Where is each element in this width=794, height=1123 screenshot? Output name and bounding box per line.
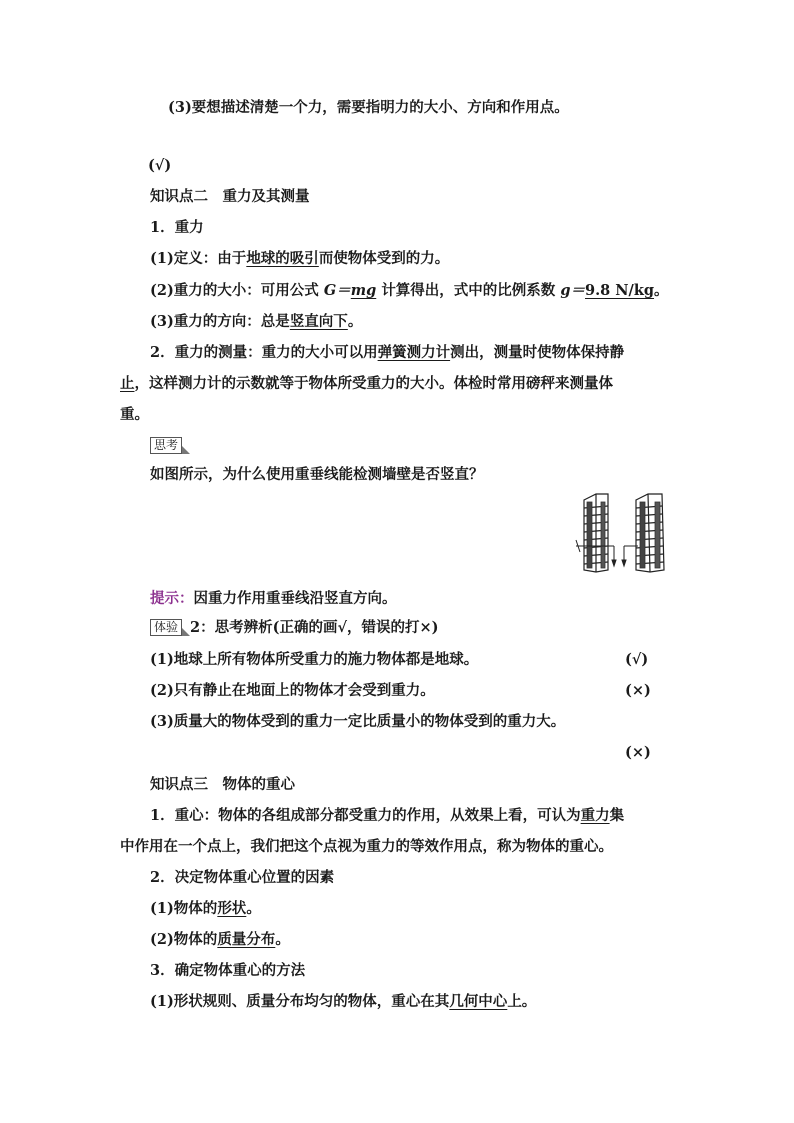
fill-blank: 9.8 N/kg: [585, 282, 655, 299]
think-question: 如图所示，为什么使用重垂线能检测墙壁是否竖直？: [150, 466, 484, 483]
hint-line: [150, 589, 397, 609]
exp-item-2: (2)只有静止在地面上的物体才会受到重力。: [150, 682, 435, 699]
text: (1)定义：由于: [150, 250, 247, 267]
text: (1)物体的: [150, 900, 218, 917]
exp-item-2-mark: (×): [625, 682, 651, 699]
text: (2)重力的大小：可用公式: [150, 282, 319, 299]
method-heading: 3．确定物体重心的方法: [150, 962, 306, 979]
fill-blank: mg: [350, 282, 377, 299]
text: 计算得出，式中的比例系数: [381, 282, 556, 299]
plumb-line-wall-illustration: [574, 490, 678, 574]
formula: g＝: [560, 282, 586, 299]
exp-item-1: (1)地球上所有物体所受重力的施力物体都是地球。: [150, 651, 479, 668]
text: 1．重心：物体的各组成部分都受重力的作用，从效果上看，可认为: [150, 807, 581, 824]
fill-blank: 质量分布: [217, 931, 276, 948]
text: 。: [347, 313, 363, 330]
text: 。: [275, 931, 290, 948]
think-tag-label: 思考: [150, 437, 182, 454]
section-title-kp3: 知识点三 物体的重心: [150, 776, 295, 793]
answer-mark: (√): [148, 157, 172, 174]
exp-item-1-mark: (√): [625, 651, 649, 668]
fill-blank: 重力: [580, 807, 610, 824]
formula: G＝: [323, 282, 351, 299]
text: 2．重力的测量：重力的大小可以用: [150, 344, 378, 361]
center-gravity-line-1: [150, 806, 624, 826]
statement-3: (3)要想描述清楚一个力，需要指明力的大小、方向和作用点。: [168, 99, 569, 116]
measurement-line-1: [150, 343, 624, 363]
measurement-line-2: [120, 374, 613, 394]
hint-text: 因重力作用重垂线沿竖直方向。: [193, 590, 397, 607]
fill-blank: 止: [120, 375, 135, 392]
text: (3)重力的方向：总是: [150, 313, 290, 330]
factors-heading: 2．决定物体重心位置的因素: [150, 869, 335, 886]
gravity-heading: 1．重力: [150, 219, 204, 236]
exp-item-3: (3)质量大的物体受到的重力一定比质量小的物体受到的重力大。: [150, 713, 566, 730]
measurement-line-3: 重。: [120, 406, 149, 423]
experience-title: 2：思考辨析(正确的画√，错误的打×): [190, 619, 439, 636]
think-tag: [150, 436, 184, 456]
section-title-kp2: 知识点二 重力及其测量: [150, 188, 310, 205]
text: (2)物体的: [150, 931, 218, 948]
direction-line: [150, 312, 362, 332]
text: 上。: [507, 993, 537, 1010]
hint-label: 提示：: [150, 590, 194, 607]
definition-line: [150, 249, 449, 269]
experience-tag: 体验: [150, 619, 182, 636]
text: 测出，测量时使物体保持静: [450, 344, 625, 361]
text: 而使物体受到的力。: [318, 250, 450, 267]
method-1: [150, 992, 536, 1012]
fill-blank: 地球的吸引: [246, 250, 319, 267]
factor-1: [150, 899, 261, 919]
experience-line: [150, 618, 439, 638]
text: 集: [609, 807, 625, 824]
text: ，这样测力计的示数就等于物体所受重力的大小。体检时常用磅秤来测量体: [134, 375, 613, 392]
magnitude-line: [150, 281, 669, 301]
center-gravity-line-2: 中作用在一个点上，我们把这个点视为重力的等效作用点，称为物体的重心。: [120, 838, 613, 855]
text: (1)形状规则、质量分布均匀的物体，重心在其: [150, 993, 450, 1010]
text: 。: [246, 900, 261, 917]
fill-blank: 竖直向下: [289, 313, 348, 330]
fill-blank: 形状: [217, 900, 247, 917]
fill-blank: 弹簧测力计: [377, 344, 451, 361]
text: 。: [654, 282, 669, 299]
fill-blank: 几何中心: [449, 993, 508, 1010]
factor-2: [150, 930, 290, 950]
exp-item-3-mark: (×): [625, 744, 651, 761]
